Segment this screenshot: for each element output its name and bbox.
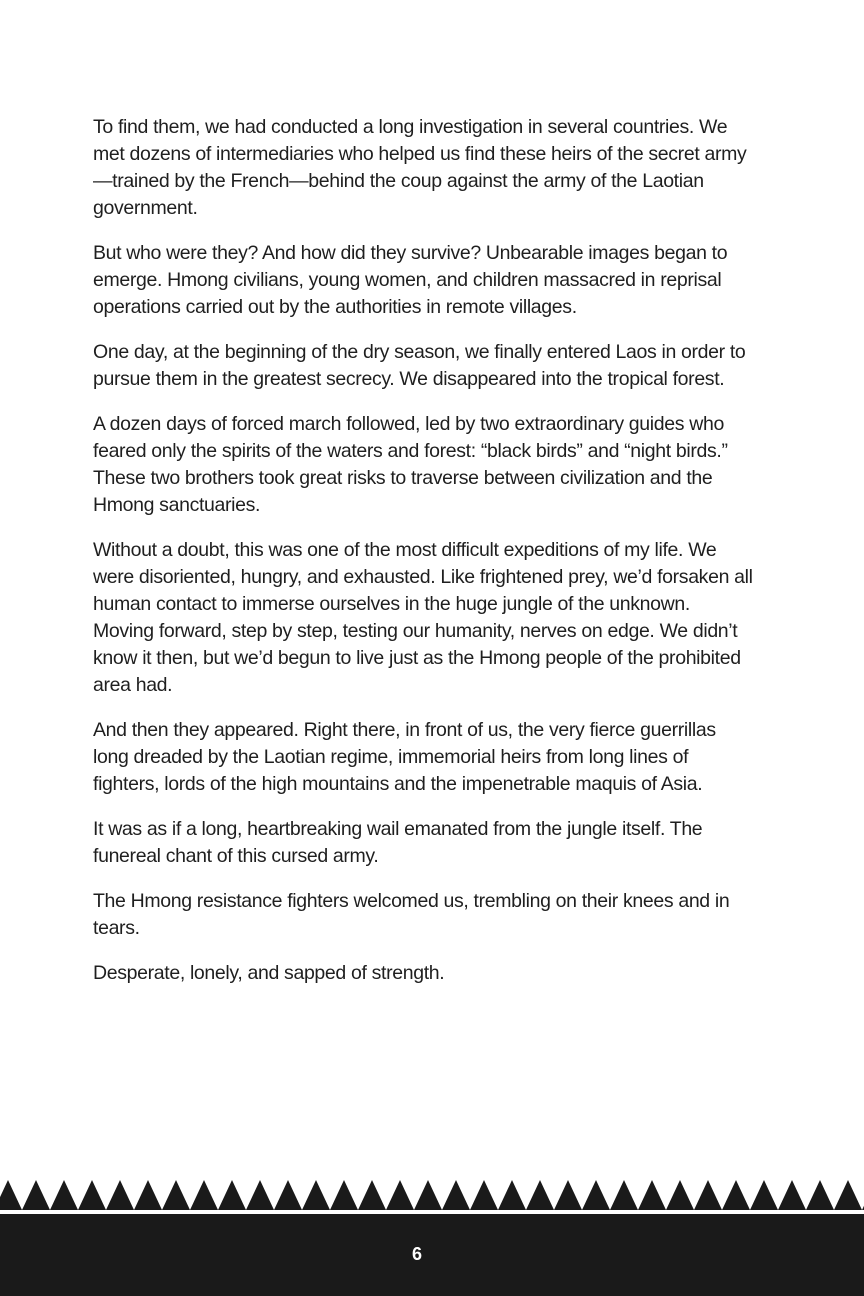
triangle-mark <box>694 1180 722 1210</box>
triangle-mark <box>218 1180 246 1210</box>
triangle-mark <box>806 1180 834 1210</box>
triangle-mark <box>666 1180 694 1210</box>
triangle-mark <box>442 1180 470 1210</box>
paragraph: Without a doubt, this was one of the most difficult expeditions of my life. We were disoriented, hungry, and exhausted. Like frightened prey, we’d forsaken all human contact to immerse ourselves in the huge jungle of the unknown. Moving forward, step by step, testing our humanity, nerves on edge. We didn’t know it then, but we’d begun to live just as the Hmong people of the prohibited area had. <box>93 539 753 696</box>
triangle-mark <box>582 1180 610 1210</box>
triangle-mark <box>162 1180 190 1210</box>
triangle-mark <box>0 1180 22 1210</box>
paragraph: It was as if a long, heartbreaking wail emanated from the jungle itself. The funereal chant of this cursed army. <box>93 818 703 867</box>
triangle-mark <box>526 1180 554 1210</box>
triangle-mark <box>610 1180 638 1210</box>
body-text <box>93 114 753 1005</box>
triangle-mark <box>554 1180 582 1210</box>
triangle-mark <box>190 1180 218 1210</box>
triangle-mark <box>302 1180 330 1210</box>
footer-band <box>0 1168 864 1296</box>
paragraph: A dozen days of forced march followed, led by two extraordinary guides who feared only the spirits of the waters and forest: “black birds” and “night birds.” These two brothers took great risks to traverse between civilization and the Hmong sanctuaries. <box>93 413 728 516</box>
triangle-mark <box>330 1180 358 1210</box>
triangle-mark <box>78 1180 106 1210</box>
triangle-mark <box>106 1180 134 1210</box>
triangle-mark <box>470 1180 498 1210</box>
triangle-mark <box>498 1180 526 1210</box>
triangle-mark <box>638 1180 666 1210</box>
triangle-mark <box>386 1180 414 1210</box>
triangle-mark <box>50 1180 78 1210</box>
triangle-border-decoration <box>0 1168 864 1296</box>
triangle-mark <box>246 1180 274 1210</box>
triangle-mark <box>722 1180 750 1210</box>
paragraph: And then they appeared. Right there, in front of us, the very fierce guerrillas long dreaded by the Laotian regime, immemorial heirs from long lines of fighters, lords of the high mountains and the impenetrable maquis of Asia. <box>93 719 716 795</box>
page-number: 6 <box>411 1244 422 1264</box>
triangle-mark <box>134 1180 162 1210</box>
triangle-mark <box>750 1180 778 1210</box>
triangle-mark <box>22 1180 50 1210</box>
triangle-mark <box>414 1180 442 1210</box>
triangle-mark <box>834 1180 862 1210</box>
paragraph: But who were they? And how did they survive? Unbearable images began to emerge. Hmong civilians, young women, and children massacred in reprisal operations carried out by the authorities in remote villages. <box>93 242 728 318</box>
triangle-mark <box>358 1180 386 1210</box>
triangle-mark <box>274 1180 302 1210</box>
paragraph: To find them, we had conducted a long investigation in several countries. We met dozens of intermediaries who helped us find these heirs of the secret army—trained by the French—behind the coup against the army of the Laotian government. <box>93 116 747 219</box>
paragraph: Desperate, lonely, and sapped of strength. <box>93 962 445 984</box>
paragraph: One day, at the beginning of the dry season, we finally entered Laos in order to pursue them in the greatest secrecy. We disappeared into the tropical forest. <box>93 341 746 390</box>
triangle-mark <box>778 1180 806 1210</box>
triangle-row <box>0 1180 864 1210</box>
paragraph: The Hmong resistance fighters welcomed us, trembling on their knees and in tears. <box>93 890 730 939</box>
